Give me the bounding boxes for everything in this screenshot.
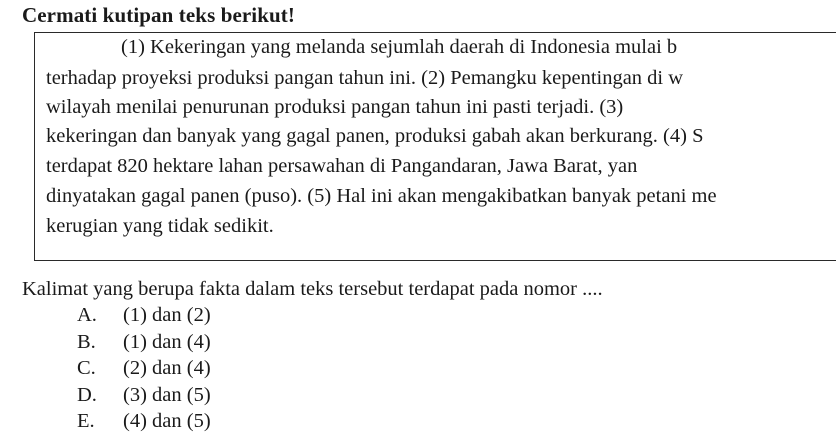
passage-box bbox=[34, 32, 836, 261]
passage-line: terhadap proyeksi produksi pangan tahun ini. (2) Pemangku kepentingan di w bbox=[46, 67, 684, 89]
option-text: (1) dan (4) bbox=[123, 330, 211, 353]
option-e[interactable] bbox=[77, 410, 211, 437]
option-c[interactable] bbox=[77, 357, 211, 384]
option-letter: A. bbox=[77, 304, 97, 326]
option-text: (3) dan (5) bbox=[123, 383, 211, 406]
question-text: Kalimat yang berupa fakta dalam teks tersebut terdapat pada nomor .... bbox=[22, 278, 603, 300]
option-d[interactable] bbox=[77, 384, 211, 411]
passage-line: (1) Kekeringan yang melanda sejumlah daerah di Indonesia mulai b bbox=[121, 36, 678, 58]
answer-options bbox=[77, 304, 211, 437]
option-text: (2) dan (4) bbox=[123, 357, 211, 379]
passage-line: terdapat 820 hektare lahan persawahan di Pangandaran, Jawa Barat, yan bbox=[46, 155, 638, 177]
option-text: (1) dan (2) bbox=[123, 304, 211, 326]
option-text: (4) dan (5) bbox=[123, 410, 211, 432]
option-a[interactable] bbox=[77, 304, 211, 331]
page-heading: Cermati kutipan teks berikut! bbox=[22, 3, 295, 27]
option-letter: D. bbox=[77, 383, 97, 406]
passage-line: kekeringan dan banyak yang gagal panen, produksi gabah akan berkurang. (4) S bbox=[46, 125, 704, 147]
option-letter: E. bbox=[77, 410, 95, 432]
passage-line: kerugian yang tidak sedikit. bbox=[46, 215, 274, 237]
option-b[interactable] bbox=[77, 331, 211, 358]
passage-line: dinyatakan gagal panen (puso). (5) Hal ini akan mengakibatkan banyak petani me bbox=[46, 185, 717, 207]
option-letter: C. bbox=[77, 357, 96, 379]
option-letter: B. bbox=[77, 330, 96, 353]
passage-line: wilayah menilai penurunan produksi pangan tahun ini pasti terjadi. (3) bbox=[46, 96, 624, 118]
